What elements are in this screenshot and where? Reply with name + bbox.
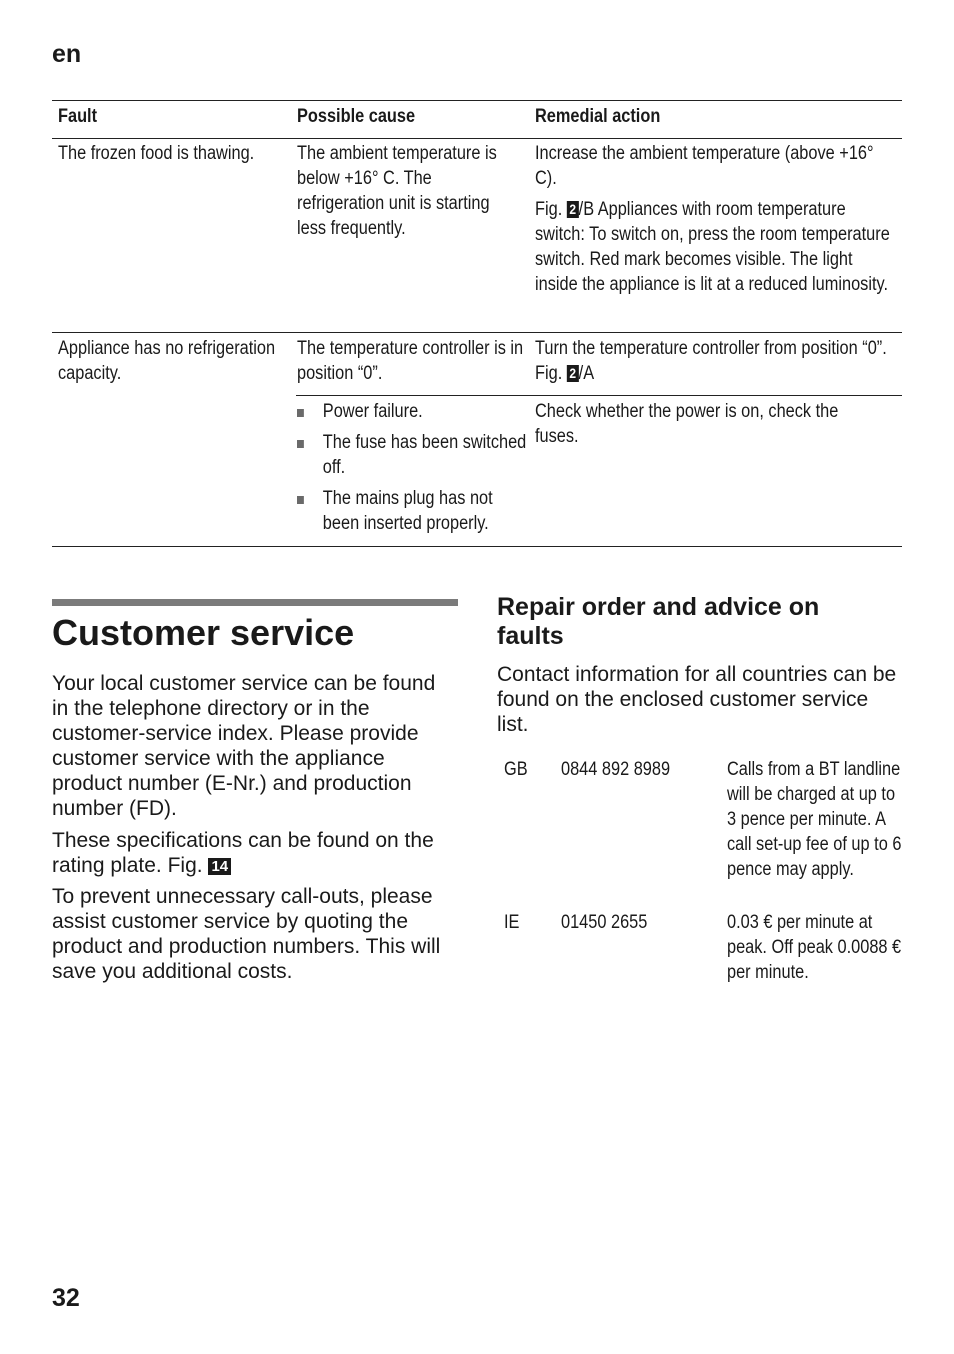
cause-cell: The ambient temperature is below +16° C. The refrigeration unit is starting less frequently. xyxy=(297,143,497,239)
section-subtitle: Repair order and advice on faults xyxy=(497,593,820,650)
fig-text: /B Appliances with room temperature switch: To switch on, press the room temperature switch. Red mark becomes visible. The light inside the appliance is lit at a reduced luminosity. xyxy=(535,199,890,295)
section-title: Customer service xyxy=(52,612,355,653)
table-row xyxy=(52,138,902,333)
contact-phone: 0844 892 8989 xyxy=(561,759,671,780)
figure-badge: 2 xyxy=(567,201,579,218)
body-paragraph: Contact information for all countries can be found on the enclosed customer service list. xyxy=(497,663,897,736)
table-row xyxy=(52,397,902,547)
action-text: Increase the ambient temperature (above +16° C). xyxy=(535,143,874,189)
action-suffix: /A xyxy=(578,363,595,384)
action-text: Turn the temperature controller from position “0”. Fig. xyxy=(535,338,887,384)
body-paragraph: To prevent unnecessary call-outs, please assist customer service by quoting the product and production numbers. This will save you additional costs. xyxy=(52,885,441,983)
contact-note: Calls from a BT landline will be charged at up to 3 pence per minute. A call set-up fee of up to 6 pence may apply. xyxy=(727,759,902,880)
cause-cell: The temperature controller is in position “0”. xyxy=(297,338,524,384)
contact-country: GB xyxy=(504,759,528,780)
header-fault: Fault xyxy=(58,106,98,127)
fault-table xyxy=(52,100,902,534)
table-bottom-rule xyxy=(52,546,902,547)
contact-note: 0.03 € per minute at peak. Off peak 0.0088 € per minute. xyxy=(727,912,902,983)
table-row xyxy=(52,334,902,396)
body-paragraph xyxy=(52,828,457,878)
fault-cell: The frozen food is thawing. xyxy=(58,143,255,164)
row-divider xyxy=(52,332,902,333)
header-possible-cause: Possible cause xyxy=(297,106,416,127)
body-paragraph: Your local customer service can be found in the telephone directory or in the customer-service index. Please provide customer service with the appliance product number (E-Nr.) and production number (FD). xyxy=(52,672,436,820)
table-header xyxy=(52,100,902,139)
action-cell: Check whether the power is on, check the fuses. xyxy=(535,401,839,447)
fault-cell: Appliance has no refrigeration capacity. xyxy=(58,338,276,384)
action-cell xyxy=(535,336,896,386)
paragraph-text: These specifications can be found on the rating plate. Fig. xyxy=(52,829,434,877)
list-item: The mains plug has not been inserted properly. xyxy=(297,486,527,536)
section-rule xyxy=(52,599,458,606)
list-item: The fuse has been switched off. xyxy=(297,430,527,480)
action-cell xyxy=(535,141,896,297)
row-divider xyxy=(296,395,902,396)
header-remedial-action: Remedial action xyxy=(535,106,661,127)
cause-list xyxy=(297,399,527,542)
list-item: Power failure. xyxy=(297,399,527,424)
contact-country: IE xyxy=(504,912,520,933)
contact-phone: 01450 2655 xyxy=(561,912,648,933)
fig-prefix: Fig. xyxy=(535,199,563,220)
figure-badge: 2 xyxy=(567,365,579,382)
language-label: en xyxy=(52,40,82,68)
figure-badge: 14 xyxy=(208,858,231,875)
action-text-fig xyxy=(535,197,896,297)
page-number: 32 xyxy=(52,1284,80,1312)
